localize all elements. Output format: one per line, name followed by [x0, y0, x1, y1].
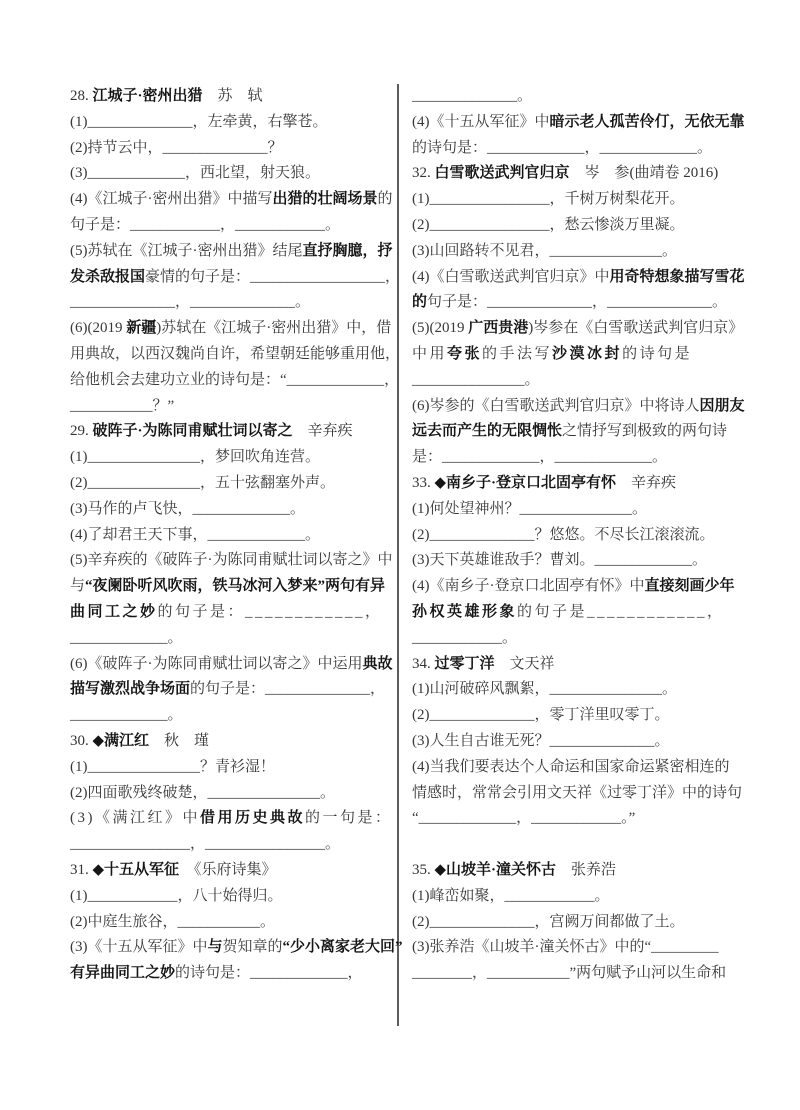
- text-segment: 之情抒写到极致的两句诗: [562, 423, 728, 440]
- text-segment: (6)岑参的《白雪歌送武判官归京》中将诗人: [412, 397, 700, 414]
- q-33-4c: [412, 626, 752, 652]
- text-segment: 与: [70, 578, 86, 595]
- bold-text-segment: 因朋友: [699, 397, 745, 414]
- text-segment: 的一句是：: [305, 810, 393, 827]
- poem-35-heading: [412, 858, 752, 884]
- text-segment: 28.: [70, 88, 93, 104]
- text-segment: 张养浩: [556, 861, 617, 878]
- q-29-5c: [70, 600, 404, 626]
- q-30-3b: [70, 832, 404, 858]
- bold-text-segment: 描写激烈战争场面: [70, 681, 191, 698]
- text-segment: 31.: [70, 861, 93, 878]
- text-segment: 34.: [412, 655, 435, 672]
- q-28-6a: [70, 316, 404, 342]
- text-segment: (4)当我们要表达个人命运和国家命运紧密相连的: [412, 758, 730, 775]
- q-31-3c: [412, 84, 752, 110]
- text-segment: 句子是：____________，____________。: [70, 216, 341, 233]
- q-31-3b: [70, 961, 404, 987]
- q-29-6a: [70, 652, 404, 678]
- q-32-6b: [412, 419, 752, 445]
- text-segment: ____________。: [412, 629, 518, 646]
- text-segment: (5)辛弃疾的《破阵子·为陈同甫赋壮词以寄之》中: [70, 552, 393, 569]
- text-segment: (6)(2019: [70, 320, 127, 337]
- text-segment: (3)张养浩《山坡羊·潼关怀古》中的“_________: [412, 939, 719, 956]
- q-30-1: [70, 755, 404, 781]
- q-28-6b: [70, 342, 404, 368]
- bold-text-segment: 直接刻画少年: [644, 578, 735, 595]
- q-31-2: [70, 910, 404, 936]
- bold-text-segment: 用奇特想象描写雪花: [609, 268, 745, 285]
- bold-text-segment: “夜阑卧听风吹雨，铁马冰河入梦来”两句有异: [85, 578, 386, 595]
- poem-29-heading: [70, 419, 404, 445]
- q-28-5b: [70, 265, 404, 291]
- text-segment: (1)________________，千树万树梨花开。: [412, 191, 685, 208]
- text-segment: _____________。: [70, 629, 183, 646]
- q-31-4a: [412, 110, 752, 136]
- q-33-4b: [412, 600, 752, 626]
- text-segment: (6)《破阵子·为陈同甫赋壮词以寄之》中运用: [70, 655, 363, 672]
- bold-text-segment: 白雪歌送武判官归京: [434, 165, 570, 182]
- text-segment: 句子是：______________，______________。: [427, 294, 728, 311]
- q-30-3a: [70, 806, 404, 832]
- q-32-3: [412, 239, 752, 265]
- bold-text-segment: ◆满江红: [92, 732, 150, 749]
- text-segment: (2)________________，愁云惨淡万里凝。: [412, 216, 685, 233]
- bold-text-segment: ◆十五从军征: [92, 861, 180, 878]
- text-segment: (4)《南乡子·登京口北固亭有怀》中: [412, 578, 645, 595]
- q-28-6d: [70, 394, 404, 420]
- q-31-4b: [412, 136, 752, 162]
- q-34-3: [412, 729, 752, 755]
- q-33-3: [412, 548, 752, 574]
- q-28-4a: [70, 187, 404, 213]
- text-segment: “_____________，____________。”: [412, 810, 636, 827]
- bold-text-segment: 沙漠冰封: [552, 345, 623, 362]
- text-segment: 中用: [412, 345, 448, 362]
- text-segment: 豪情的句子是：__________________，: [145, 268, 401, 285]
- q-34-4c: [412, 806, 752, 832]
- q-35-3b: [412, 961, 752, 987]
- bold-text-segment: ◆南乡子·登京口北固亭有怀: [434, 474, 617, 491]
- q-31-3a: [70, 935, 404, 961]
- text-segment: 辛弃疾: [292, 423, 353, 440]
- q-34-4a: [412, 755, 752, 781]
- poem-31-heading: [70, 858, 404, 884]
- q-29-3: [70, 497, 404, 523]
- text-segment: 的诗句是：_____________，_____________。: [412, 139, 713, 156]
- text-segment: (4)了却君王天下事，_____________。: [70, 526, 320, 543]
- poem-33-heading: [412, 471, 752, 497]
- text-segment: (1)____________，八十始得归。: [70, 887, 283, 904]
- q-28-5a: [70, 239, 404, 265]
- text-segment: (2)四面歌残终破楚，_______________。: [70, 784, 335, 801]
- section-gap: [412, 832, 752, 858]
- text-segment: (3)《满江红》中: [70, 810, 200, 827]
- q-29-5b: [70, 574, 404, 600]
- bold-text-segment: “少小离家老大回”: [282, 939, 403, 956]
- q-33-1: [412, 497, 752, 523]
- text-segment: 33.: [412, 474, 435, 491]
- text-segment: 30.: [70, 732, 93, 749]
- bold-text-segment: 有异曲同工之妙: [70, 965, 176, 982]
- text-segment: 的句子是____________，: [517, 603, 725, 620]
- text-segment: (1)峰峦如聚，____________。: [412, 887, 610, 904]
- bold-text-segment: 出猎的壮阔场景: [272, 191, 378, 208]
- text-segment: 的句子是：______________，: [190, 681, 386, 698]
- q-33-4a: [412, 574, 752, 600]
- text-segment: _____________。: [70, 707, 183, 724]
- text-segment: (3)马作的卢飞快，_____________。: [70, 500, 305, 517]
- q-29-5a: [70, 548, 404, 574]
- text-segment: (1)_______________？青衫湿！: [70, 758, 275, 775]
- bold-text-segment: 与: [207, 939, 223, 956]
- text-segment: (2)中庭生旅谷，___________。: [70, 913, 275, 930]
- bold-text-segment: 夸张: [447, 345, 483, 362]
- q-28-4b: [70, 213, 404, 239]
- left-column: [70, 84, 404, 987]
- q-29-4: [70, 523, 404, 549]
- text-segment: 的手法写: [482, 345, 553, 362]
- poem-28-heading: [70, 84, 404, 110]
- bold-text-segment: 典故: [362, 655, 393, 672]
- text-segment: 35.: [412, 861, 435, 878]
- text-segment: ______________。: [412, 88, 533, 104]
- bold-text-segment: 破阵子·为陈同甫赋壮词以寄之: [92, 423, 293, 440]
- text-segment: (5)苏轼在《江城子·密州出猎》结尾: [70, 242, 303, 259]
- text-segment: 秋 瑾: [149, 732, 210, 749]
- text-segment: 29.: [70, 423, 93, 440]
- bold-text-segment: 远去而产生的无限惆怅: [412, 423, 563, 440]
- text-segment: (4)《白雪歌送武判官归京》中: [412, 268, 610, 285]
- text-segment: (3)天下英雄谁敌手？曹刘。_____________。: [412, 552, 707, 569]
- text-segment: (4)《十五从军征》中: [412, 113, 550, 130]
- bold-text-segment: 过零丁洋: [434, 655, 495, 672]
- bold-text-segment: 孙权英雄形象: [412, 603, 518, 620]
- q-29-5d: [70, 626, 404, 652]
- text-segment: 用典故，以西汉魏尚自许，希望朝廷能够重用他，: [70, 345, 401, 362]
- text-segment: 的诗句是：_____________，: [175, 965, 363, 982]
- text-segment: ___________？”: [70, 397, 175, 414]
- text-segment: 的诗句是: [622, 345, 693, 362]
- q-29-6c: [70, 703, 404, 729]
- text-segment: (5)(2019: [412, 320, 469, 337]
- text-segment: (1)何处望神州？_______________。: [412, 500, 647, 517]
- text-segment: (1)_______________，梦回吹角连营。: [70, 449, 320, 466]
- text-segment: )苏轼在《江城子·密州出猎》中，借: [156, 320, 392, 337]
- text-segment: 辛弃疾: [616, 474, 677, 491]
- text-segment: (3)《十五从军征》中: [70, 939, 208, 956]
- text-segment: 岑 参(曲靖卷 2016): [569, 165, 719, 182]
- text-segment: (2)_______________，五十弦翻塞外声。: [70, 474, 335, 491]
- text-segment: (3)人生自古谁无死？______________。: [412, 732, 670, 749]
- q-31-1: [70, 884, 404, 910]
- text-segment: (3)山回路转不见君，_______________。: [412, 242, 677, 259]
- text-segment: 文天祥: [494, 655, 555, 672]
- text-segment: (3)_____________，西北望，射天狼。: [70, 165, 320, 182]
- text-segment: 情感时，常常会引用文天祥《过零丁洋》中的诗句: [412, 784, 743, 801]
- bold-text-segment: 发杀敌报国: [70, 268, 146, 285]
- q-28-5c: [70, 290, 404, 316]
- q-34-4b: [412, 781, 752, 807]
- text-segment: (2)持节云中，______________？: [70, 139, 283, 156]
- bold-text-segment: ◆山坡羊·潼关怀古: [434, 861, 557, 878]
- q-32-4b: [412, 290, 752, 316]
- bold-text-segment: 江城子·密州出猎: [92, 88, 203, 104]
- text-segment: (2)______________，零丁洋里叹零丁。: [412, 707, 670, 724]
- text-segment: )岑参在《白雪歌送武判官归京》: [528, 320, 744, 337]
- text-segment: 给他机会去建功立业的诗句是：“_____________，: [70, 371, 400, 388]
- poem-30-heading: [70, 729, 404, 755]
- text-segment: 苏 轼: [202, 88, 263, 104]
- text-segment: (4)《江城子·密州出猎》中描写: [70, 191, 273, 208]
- q-32-1: [412, 187, 752, 213]
- q-32-5c: [412, 368, 752, 394]
- q-34-1: [412, 677, 752, 703]
- q-28-3: [70, 161, 404, 187]
- text-segment: _______________。: [412, 371, 540, 388]
- right-column: [412, 84, 752, 987]
- text-segment: 《乐府诗集》: [179, 861, 277, 878]
- bold-text-segment: 曲同工之妙: [70, 603, 158, 620]
- bold-text-segment: 直抒胸臆，抒: [302, 242, 393, 259]
- q-35-1: [412, 884, 752, 910]
- q-35-3a: [412, 935, 752, 961]
- text-segment: ________，___________”两句赋予山河以生命和: [412, 965, 727, 982]
- bold-text-segment: 暗示老人孤苦伶仃，无依无靠: [549, 113, 745, 130]
- q-29-1: [70, 445, 404, 471]
- q-28-1: [70, 110, 404, 136]
- q-32-5b: [412, 342, 752, 368]
- q-32-6c: [412, 445, 752, 471]
- text-segment: 的: [377, 191, 393, 208]
- text-segment: (1)______________，左牵黄，右擎苍。: [70, 113, 328, 130]
- q-34-2: [412, 703, 752, 729]
- text-segment: (2)______________，宫阙万间都做了土。: [412, 913, 685, 930]
- text-segment: (2)______________？悠悠。不尽长江滚滚流。: [412, 526, 715, 543]
- q-35-2: [412, 910, 752, 936]
- q-32-4a: [412, 265, 752, 291]
- text-segment: ________________，________________。: [70, 836, 341, 853]
- q-33-2: [412, 523, 752, 549]
- poem-32-heading: [412, 161, 752, 187]
- q-30-2: [70, 781, 404, 807]
- text-segment: 32.: [412, 165, 435, 182]
- q-32-5a: [412, 316, 752, 342]
- text-segment: 的句子是：____________，: [157, 603, 383, 620]
- q-29-6b: [70, 677, 404, 703]
- q-28-2: [70, 136, 404, 162]
- q-32-2: [412, 213, 752, 239]
- text-segment: ______________，______________。: [70, 294, 311, 311]
- text-segment: 贺知章的: [222, 939, 283, 956]
- text-segment: (1)山河破碎风飘絮，_______________。: [412, 681, 677, 698]
- bold-text-segment: 的: [412, 294, 428, 311]
- poem-34-heading: [412, 652, 752, 678]
- bold-text-segment: 广西贵港: [468, 320, 529, 337]
- q-29-2: [70, 471, 404, 497]
- q-32-6a: [412, 394, 752, 420]
- bold-text-segment: 借用历史典故: [200, 810, 306, 827]
- q-28-6c: [70, 368, 404, 394]
- text-segment: 是：_____________，_____________。: [412, 449, 668, 466]
- bold-text-segment: 新疆: [126, 320, 157, 337]
